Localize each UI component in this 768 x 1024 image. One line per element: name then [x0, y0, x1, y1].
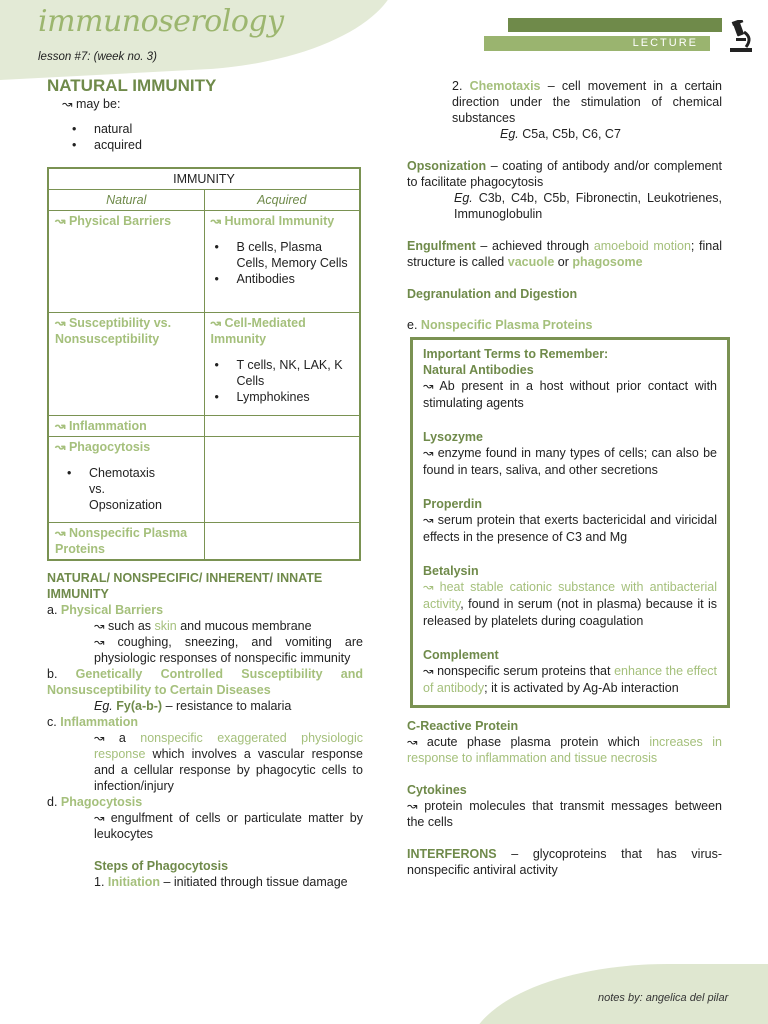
step-2-example	[407, 126, 722, 142]
table-cell	[204, 313, 360, 416]
important-terms-box	[410, 337, 730, 708]
text: ↝ a	[94, 731, 126, 745]
highlight-text: phagosome	[572, 255, 643, 269]
term-title: Natural Antibodies	[423, 363, 534, 377]
may-be-label: ↝ may be:	[62, 97, 121, 111]
table-cell: ↝ Susceptibility vs. Nonsusceptibility	[48, 313, 204, 416]
list-item: • acquired	[72, 137, 363, 153]
step-number: 2.	[452, 79, 463, 93]
text: , found in serum (not in plasma) because it is released by platelets during coagulation	[423, 597, 717, 628]
table-cell	[204, 437, 360, 523]
item-a-line2: ↝ coughing, sneezing, and vomiting are physiologic responses of nonspecific immunity	[94, 635, 363, 665]
text: which involves a vascular response and a cellular response by phagocytic cells to infection/injury	[94, 747, 363, 793]
opsonization-para	[407, 158, 722, 190]
column-header-acquired: Acquired	[204, 190, 360, 211]
left-column	[47, 76, 363, 153]
lesson-label: lesson #7: (week no. 3)	[38, 51, 157, 63]
term-definition	[407, 734, 722, 766]
cell-list	[215, 239, 354, 287]
opsonization-example	[407, 190, 722, 222]
microscope-icon	[726, 20, 756, 54]
header-bar	[508, 18, 722, 32]
column-header-natural: Natural	[48, 190, 204, 211]
cell-list	[215, 357, 354, 405]
highlight-text: skin	[154, 619, 177, 633]
item-letter: d.	[47, 795, 58, 809]
item-e	[407, 317, 722, 333]
table-cell	[48, 437, 204, 523]
text: ; it is activated by Ag-Ab interaction	[484, 681, 679, 695]
step-title: Chemotaxis	[469, 79, 541, 93]
eg-label: Eg.	[94, 699, 113, 713]
table-cell	[204, 416, 360, 437]
text: or	[557, 255, 569, 269]
list-item: • B cells, Plasma Cells, Memory Cells	[215, 239, 354, 271]
step-1	[47, 874, 363, 890]
term-definition: ↝ enzyme found in many types of cells; can also be found in tears, saliva, and other secretions	[423, 446, 717, 477]
cell-heading: ↝ Cell-Mediated Immunity	[210, 316, 306, 346]
term-title: C-Reactive Protein	[407, 719, 519, 733]
table-cell: ↝ Nonspecific Plasma Proteins	[48, 523, 204, 561]
table-cell: ↝ Inflammation	[48, 416, 204, 437]
item-title: Genetically Controlled Susceptibility and Nonsusceptibility to Certain Diseases	[47, 667, 363, 697]
text: ↝ acute phase plasma protein which	[407, 735, 640, 749]
item-title: Phagocytosis	[60, 795, 143, 809]
lecture-badge: LECTURE	[484, 36, 710, 51]
step-2	[407, 78, 722, 126]
item-d-text: ↝ engulfment of cells or particulate matter by leukocytes	[94, 811, 363, 841]
cell-heading: ↝ Humoral Immunity	[210, 214, 335, 228]
table-title: IMMUNITY	[48, 168, 360, 190]
step-title: Initiation	[107, 875, 160, 889]
list-item: • natural	[72, 121, 363, 137]
term-title: Betalysin	[423, 564, 479, 578]
list-item: • Chemotaxis vs. Opsonization	[67, 465, 157, 513]
section-title: NATURAL/ NONSPECIFIC/ INHERENT/ INNATE IMMUNITY	[47, 571, 323, 601]
item-title: Inflammation	[60, 715, 139, 729]
cell-list	[67, 465, 198, 513]
term-title: Cytokines	[407, 783, 467, 797]
text: ↝ such as	[94, 619, 152, 633]
cell-heading: ↝ Phagocytosis	[55, 440, 151, 454]
immunity-table	[47, 167, 361, 561]
item-title: Physical Barriers	[60, 603, 164, 617]
item-c	[47, 714, 363, 730]
term-title: Properdin	[423, 497, 483, 511]
item-title: Nonspecific Plasma Proteins	[420, 318, 593, 332]
list-item: • Lymphokines	[215, 389, 354, 405]
highlight-text: vacuole	[507, 255, 555, 269]
term-definition: ↝ protein molecules that transmit messages between the cells	[407, 799, 722, 829]
text: – glycoproteins that has virus-nonspecific antiviral activity	[407, 847, 722, 877]
item-a-line	[47, 618, 363, 634]
box-heading: Important Terms to Remember:	[423, 347, 609, 361]
text: – coating of antibody and/or complement to facilitate phagocytosis	[407, 159, 722, 189]
item-c-text	[47, 730, 363, 794]
item-a	[47, 602, 363, 618]
steps-title: Steps of Phagocytosis	[94, 859, 229, 873]
item-letter: c.	[47, 715, 57, 729]
term-definition	[423, 663, 717, 697]
item-letter: a.	[47, 603, 58, 617]
highlight-text: Fy(a-b-)	[116, 699, 163, 713]
term-title: Lysozyme	[423, 430, 483, 444]
footer-credit: notes by: angelica del pilar	[598, 992, 729, 1004]
highlight-text: nonspecific exaggerated physiologic response	[94, 731, 363, 761]
text: – initiated through tissue damage	[163, 875, 348, 889]
step-number: 1.	[94, 875, 105, 889]
term-definition: ↝ Ab present in a host without prior contact with stimulating agents	[423, 379, 717, 410]
text: and mucous membrane	[180, 619, 312, 633]
text: – achieved through	[480, 239, 590, 253]
text: ; final structure is called	[407, 239, 722, 269]
page-title: immunoserology	[38, 4, 284, 39]
highlight-text: enhance the effect of antibody	[423, 664, 717, 695]
table-cell	[204, 523, 360, 561]
right-column	[407, 78, 722, 878]
highlight-text: ↝ heat stable cationic substance with antibacterial activity	[423, 580, 717, 611]
eg-label: Eg.	[500, 127, 519, 141]
term-title: Opsonization	[407, 159, 487, 173]
item-b	[47, 666, 363, 698]
degranulation-title: Degranulation and Digestion	[407, 287, 578, 301]
table-cell	[204, 211, 360, 313]
term-title: Complement	[423, 648, 499, 662]
innate-immunity-section	[47, 570, 363, 890]
term-title: INTERFERONS	[407, 847, 497, 861]
section-heading-natural-immunity: NATURAL IMMUNITY	[47, 76, 217, 95]
text: C3b, C4b, C5b, Fibronectin, Leukotrienes, Immunoglobulin	[454, 191, 722, 221]
item-letter: e.	[407, 318, 418, 332]
list-item: • Antibodies	[215, 271, 354, 287]
text: – cell movement in a certain direction under the stimulation of chemical substances	[452, 79, 722, 125]
table-cell: ↝ Physical Barriers	[48, 211, 204, 313]
term-definition: ↝ serum protein that exerts bactericidal and viricidal effects in the presence of C3 and Mg	[423, 513, 717, 544]
item-letter: b.	[47, 667, 58, 681]
interferons-para	[407, 846, 722, 878]
text: – resistance to malaria	[165, 699, 292, 713]
list-item: • T cells, NK, LAK, K Cells	[215, 357, 354, 389]
text: C5a, C5b, C6, C7	[522, 127, 621, 141]
immunity-types-list	[72, 121, 363, 153]
term-title: Engulfment	[407, 239, 476, 253]
item-b-example	[47, 698, 363, 714]
highlight-text: increases in response to inflammation and tissue necrosis	[407, 735, 722, 765]
eg-label: Eg.	[454, 191, 473, 205]
text: ↝ nonspecific serum proteins that	[423, 664, 611, 678]
highlight-text: amoeboid motion	[593, 239, 691, 253]
engulfment-para	[407, 238, 722, 270]
item-d	[47, 794, 363, 810]
term-definition	[423, 579, 717, 630]
